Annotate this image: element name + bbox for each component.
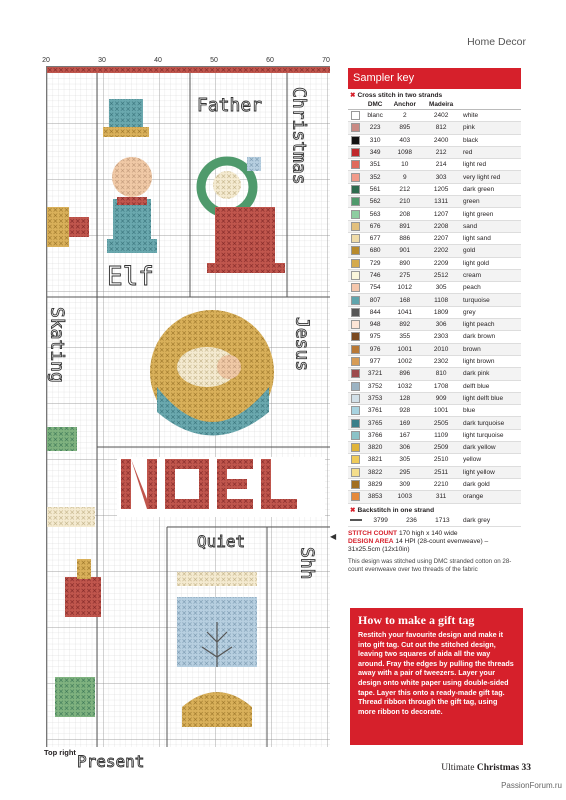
thread-dmc: 310 [363,134,387,146]
key-row [348,417,521,429]
thread-anchor: 891 [387,220,422,232]
cross-stitch-heading [348,89,521,100]
thread-swatch-icon [348,220,363,232]
chart-word: Christmas [288,87,310,185]
thread-dmc: 976 [363,343,387,355]
thread-name: pink [460,122,521,134]
thread-swatch-icon [348,491,363,503]
back-madeira: 1713 [425,515,460,527]
thread-madeira: 2210 [422,478,460,490]
design-area: 14 HPI (28-count evenweave) – 31x25.5cm (12x10in) [348,538,489,554]
ruler-label: 20 [42,57,50,64]
thread-dmc: 223 [363,122,387,134]
thread-swatch-icon [348,306,363,318]
thread-name: red [460,146,521,158]
thread-dmc: 975 [363,331,387,343]
thread-name: sand [460,220,521,232]
chart-word: Shh [296,547,318,580]
stitch-count: 170 high x 140 wide [398,529,458,537]
chart-word: Father [197,95,263,116]
thread-anchor: 901 [387,245,422,257]
col-name [460,100,521,110]
thread-madeira: 2509 [422,442,460,454]
thread-anchor: 305 [387,454,422,466]
thread-madeira: 2402 [422,110,460,122]
back-anchor: 236 [398,515,424,527]
key-row [348,442,521,454]
key-row [348,466,521,478]
thread-name: green [460,196,521,208]
thread-anchor: 9 [387,171,422,183]
watermark: PassionForum.ru [501,781,562,790]
thread-swatch-icon [348,405,363,417]
thread-madeira: 1001 [422,405,460,417]
thread-madeira: 306 [422,319,460,331]
thread-swatch-icon [348,282,363,294]
chart-caption: Top right [44,748,76,757]
thread-anchor: 928 [387,405,422,417]
thread-madeira: 810 [422,368,460,380]
thread-anchor: 10 [387,159,422,171]
thread-dmc: 677 [363,232,387,244]
thread-name: light gold [460,257,521,269]
thread-name: delft blue [460,380,521,392]
page-number: 33 [521,763,531,773]
cross-icon: ✖ [350,92,356,99]
thread-anchor: 1003 [387,491,422,503]
thread-madeira: 2510 [422,454,460,466]
key-title: Sampler key [348,68,521,89]
thread-dmc: 977 [363,355,387,367]
design-area-label: DESIGN AREA [348,538,394,545]
backstitch-line-icon [348,515,363,527]
thread-madeira: 303 [422,171,460,183]
back-dmc: 3799 [363,515,398,527]
thread-swatch-icon [348,146,363,158]
key-row [348,110,521,122]
ruler-label: 40 [154,57,162,64]
back-name: dark grey [460,515,521,527]
thread-anchor: 295 [387,466,422,478]
thread-dmc: 563 [363,208,387,220]
backstitch-heading-text: Backstitch in one strand [357,506,435,514]
thread-anchor: 306 [387,442,422,454]
thread-name: light peach [460,319,521,331]
thread-name: light delft blue [460,392,521,404]
thread-dmc: 3721 [363,368,387,380]
thread-swatch-icon [348,478,363,490]
chart-border-top [47,67,330,73]
key-row [348,122,521,134]
thread-swatch-icon [348,110,363,122]
thread-swatch-icon [348,417,363,429]
col-anchor: Anchor [387,100,422,110]
thread-dmc: 3765 [363,417,387,429]
thread-anchor: 892 [387,319,422,331]
thread-madeira: 1311 [422,196,460,208]
thread-dmc: 844 [363,306,387,318]
thread-madeira: 2303 [422,331,460,343]
thread-swatch-icon [348,134,363,146]
thread-anchor: 210 [387,196,422,208]
thread-anchor: 895 [387,122,422,134]
thread-swatch-icon [348,269,363,281]
key-table [348,100,521,504]
thread-dmc: 561 [363,183,387,195]
thread-name: light brown [460,355,521,367]
thread-madeira: 2511 [422,466,460,478]
thread-dmc: 807 [363,294,387,306]
thread-swatch-icon [348,454,363,466]
thread-name: dark brown [460,331,521,343]
col-madeira: Madeira [422,100,460,110]
thread-dmc: 352 [363,171,387,183]
thread-madeira: 2208 [422,220,460,232]
thread-anchor: 1032 [387,380,422,392]
cross-stitch-heading-text: Cross stitch in two strands [357,92,443,99]
key-row [348,454,521,466]
key-row [348,257,521,269]
thread-name: light yellow [460,466,521,478]
thread-name: peach [460,282,521,294]
thread-swatch-icon [348,208,363,220]
ruler-label: 60 [266,57,274,64]
thread-anchor: 309 [387,478,422,490]
thread-anchor: 168 [387,294,422,306]
thread-swatch-icon [348,232,363,244]
thread-name: light red [460,159,521,171]
thread-name: very light red [460,171,521,183]
thread-dmc: 680 [363,245,387,257]
thread-swatch-icon [348,122,363,134]
thread-dmc: 3829 [363,478,387,490]
thread-anchor: 2 [387,110,422,122]
thread-name: white [460,110,521,122]
thread-swatch-icon [348,196,363,208]
thread-anchor: 128 [387,392,422,404]
key-row [348,282,521,294]
chart-word: Quiet [197,532,246,551]
thread-dmc: 562 [363,196,387,208]
thread-swatch-icon [348,294,363,306]
thread-madeira: 311 [422,491,460,503]
thread-anchor: 403 [387,134,422,146]
center-arrow-icon: ◀ [330,532,337,541]
thread-madeira: 2202 [422,245,460,257]
thread-anchor: 169 [387,417,422,429]
key-row [348,331,521,343]
thread-name: gold [460,245,521,257]
thread-swatch-icon [348,442,363,454]
thread-name: dark yellow [460,442,521,454]
key-row [348,355,521,367]
key-row [348,405,521,417]
key-row [348,220,521,232]
thread-madeira: 1108 [422,294,460,306]
thread-madeira: 2400 [422,134,460,146]
key-row [348,196,521,208]
thread-anchor: 1041 [387,306,422,318]
thread-name: dark turquoise [460,417,521,429]
thread-dmc: blanc [363,110,387,122]
chart-word: Skating [46,307,68,383]
thread-swatch-icon [348,368,363,380]
thread-madeira: 1205 [422,183,460,195]
thread-madeira: 1109 [422,429,460,441]
thread-dmc: 349 [363,146,387,158]
sampler-key [348,68,521,574]
thread-madeira: 1207 [422,208,460,220]
thread-dmc: 729 [363,257,387,269]
backstitch-table [348,515,521,527]
thread-madeira: 214 [422,159,460,171]
footer-prefix: Ultimate [441,763,477,773]
key-row [348,294,521,306]
thread-name: turquoise [460,294,521,306]
key-row [348,368,521,380]
section-title: Home Decor [467,36,526,48]
key-row [348,429,521,441]
thread-swatch-icon [348,392,363,404]
thread-name: brown [460,343,521,355]
key-row [348,269,521,281]
thread-name: dark green [460,183,521,195]
thread-name: black [460,134,521,146]
thread-madeira: 909 [422,392,460,404]
chart-word: Jesus [291,317,313,372]
thread-dmc: 3822 [363,466,387,478]
key-row [348,491,521,503]
key-row [348,146,521,158]
thread-name: grey [460,306,521,318]
thread-anchor: 1012 [387,282,422,294]
thread-name: dark gold [460,478,521,490]
thread-name: orange [460,491,521,503]
key-row [348,380,521,392]
key-row [348,343,521,355]
thread-swatch-icon [348,159,363,171]
thread-dmc: 3766 [363,429,387,441]
thread-madeira: 2010 [422,343,460,355]
thread-anchor: 208 [387,208,422,220]
key-row [348,319,521,331]
thread-name: blue [460,405,521,417]
ruler-label: 50 [210,57,218,64]
key-row [348,159,521,171]
thread-dmc: 754 [363,282,387,294]
thread-anchor: 275 [387,269,422,281]
key-row [348,245,521,257]
key-row [348,478,521,490]
thread-dmc: 676 [363,220,387,232]
thread-anchor: 212 [387,183,422,195]
thread-dmc: 3753 [363,392,387,404]
cross-icon: ✖ [350,506,356,514]
thread-anchor: 355 [387,331,422,343]
thread-dmc: 948 [363,319,387,331]
thread-anchor: 890 [387,257,422,269]
thread-dmc: 3761 [363,405,387,417]
thread-madeira: 2512 [422,269,460,281]
thread-dmc: 3752 [363,380,387,392]
thread-dmc: 351 [363,159,387,171]
backstitch-heading [348,504,521,515]
thread-swatch-icon [348,257,363,269]
thread-dmc: 3820 [363,442,387,454]
thread-dmc: 3853 [363,491,387,503]
key-row [348,171,521,183]
thread-madeira: 2505 [422,417,460,429]
stitch-count-label: STITCH COUNT [348,529,398,537]
page-footer [441,763,531,773]
ruler-label: 30 [98,57,106,64]
key-row [348,208,521,220]
thread-name: cream [460,269,521,281]
thread-madeira: 2209 [422,257,460,269]
thread-swatch-icon [348,380,363,392]
baby-jesus-motif [150,310,274,436]
key-row [348,392,521,404]
thread-anchor: 167 [387,429,422,441]
thread-swatch-icon [348,466,363,478]
key-row [348,134,521,146]
thread-swatch-icon [348,245,363,257]
thread-anchor: 886 [387,232,422,244]
thread-dmc: 746 [363,269,387,281]
thread-madeira: 812 [422,122,460,134]
chart-word: Elf [107,262,154,292]
thread-madeira: 1708 [422,380,460,392]
key-row [348,232,521,244]
thread-name: light sand [460,232,521,244]
chart-word: Present [77,752,145,771]
stitch-info [348,530,521,555]
thread-swatch-icon [348,429,363,441]
thread-madeira: 305 [422,282,460,294]
thread-name: yellow [460,454,521,466]
col-dmc: DMC [363,100,387,110]
thread-anchor: 1001 [387,343,422,355]
thread-swatch-icon [348,171,363,183]
thread-anchor: 896 [387,368,422,380]
col-symbol [348,100,363,110]
key-row [348,183,521,195]
thread-swatch-icon [348,183,363,195]
thread-anchor: 1002 [387,355,422,367]
thread-madeira: 212 [422,146,460,158]
thread-swatch-icon [348,355,363,367]
noel-motif [117,457,325,517]
thread-swatch-icon [348,319,363,331]
thread-dmc: 3821 [363,454,387,466]
thread-name: light green [460,208,521,220]
thread-madeira: 2302 [422,355,460,367]
key-row [348,306,521,318]
stitch-note: This design was stitched using DMC stranded cotton on 28-count evenweave over two threads of the fabric [348,558,512,574]
ruler-label: 70 [322,57,330,64]
thread-anchor: 1098 [387,146,422,158]
gift-tag-body: Restitch your favourite design and make it into gift tag. Cut out the stitched design, leaving two squares of aida all the way around. Fray the edges by pulling the threads away with a pair of tweezers. Layer your design onto white paper using double-sided tape. Layer this onto a ready-made gift tag. Thread ribbon through the gift tag, using more ribbon to decorate. [358,630,514,716]
gift-tag-box [350,608,523,745]
thread-swatch-icon [348,331,363,343]
thread-madeira: 2207 [422,232,460,244]
footer-magazine: Christmas [476,763,520,773]
thread-swatch-icon [348,343,363,355]
thread-madeira: 1809 [422,306,460,318]
thread-name: light turquoise [460,429,521,441]
gift-tag-title: How to make a gift tag [358,613,475,627]
thread-name: dark pink [460,368,521,380]
